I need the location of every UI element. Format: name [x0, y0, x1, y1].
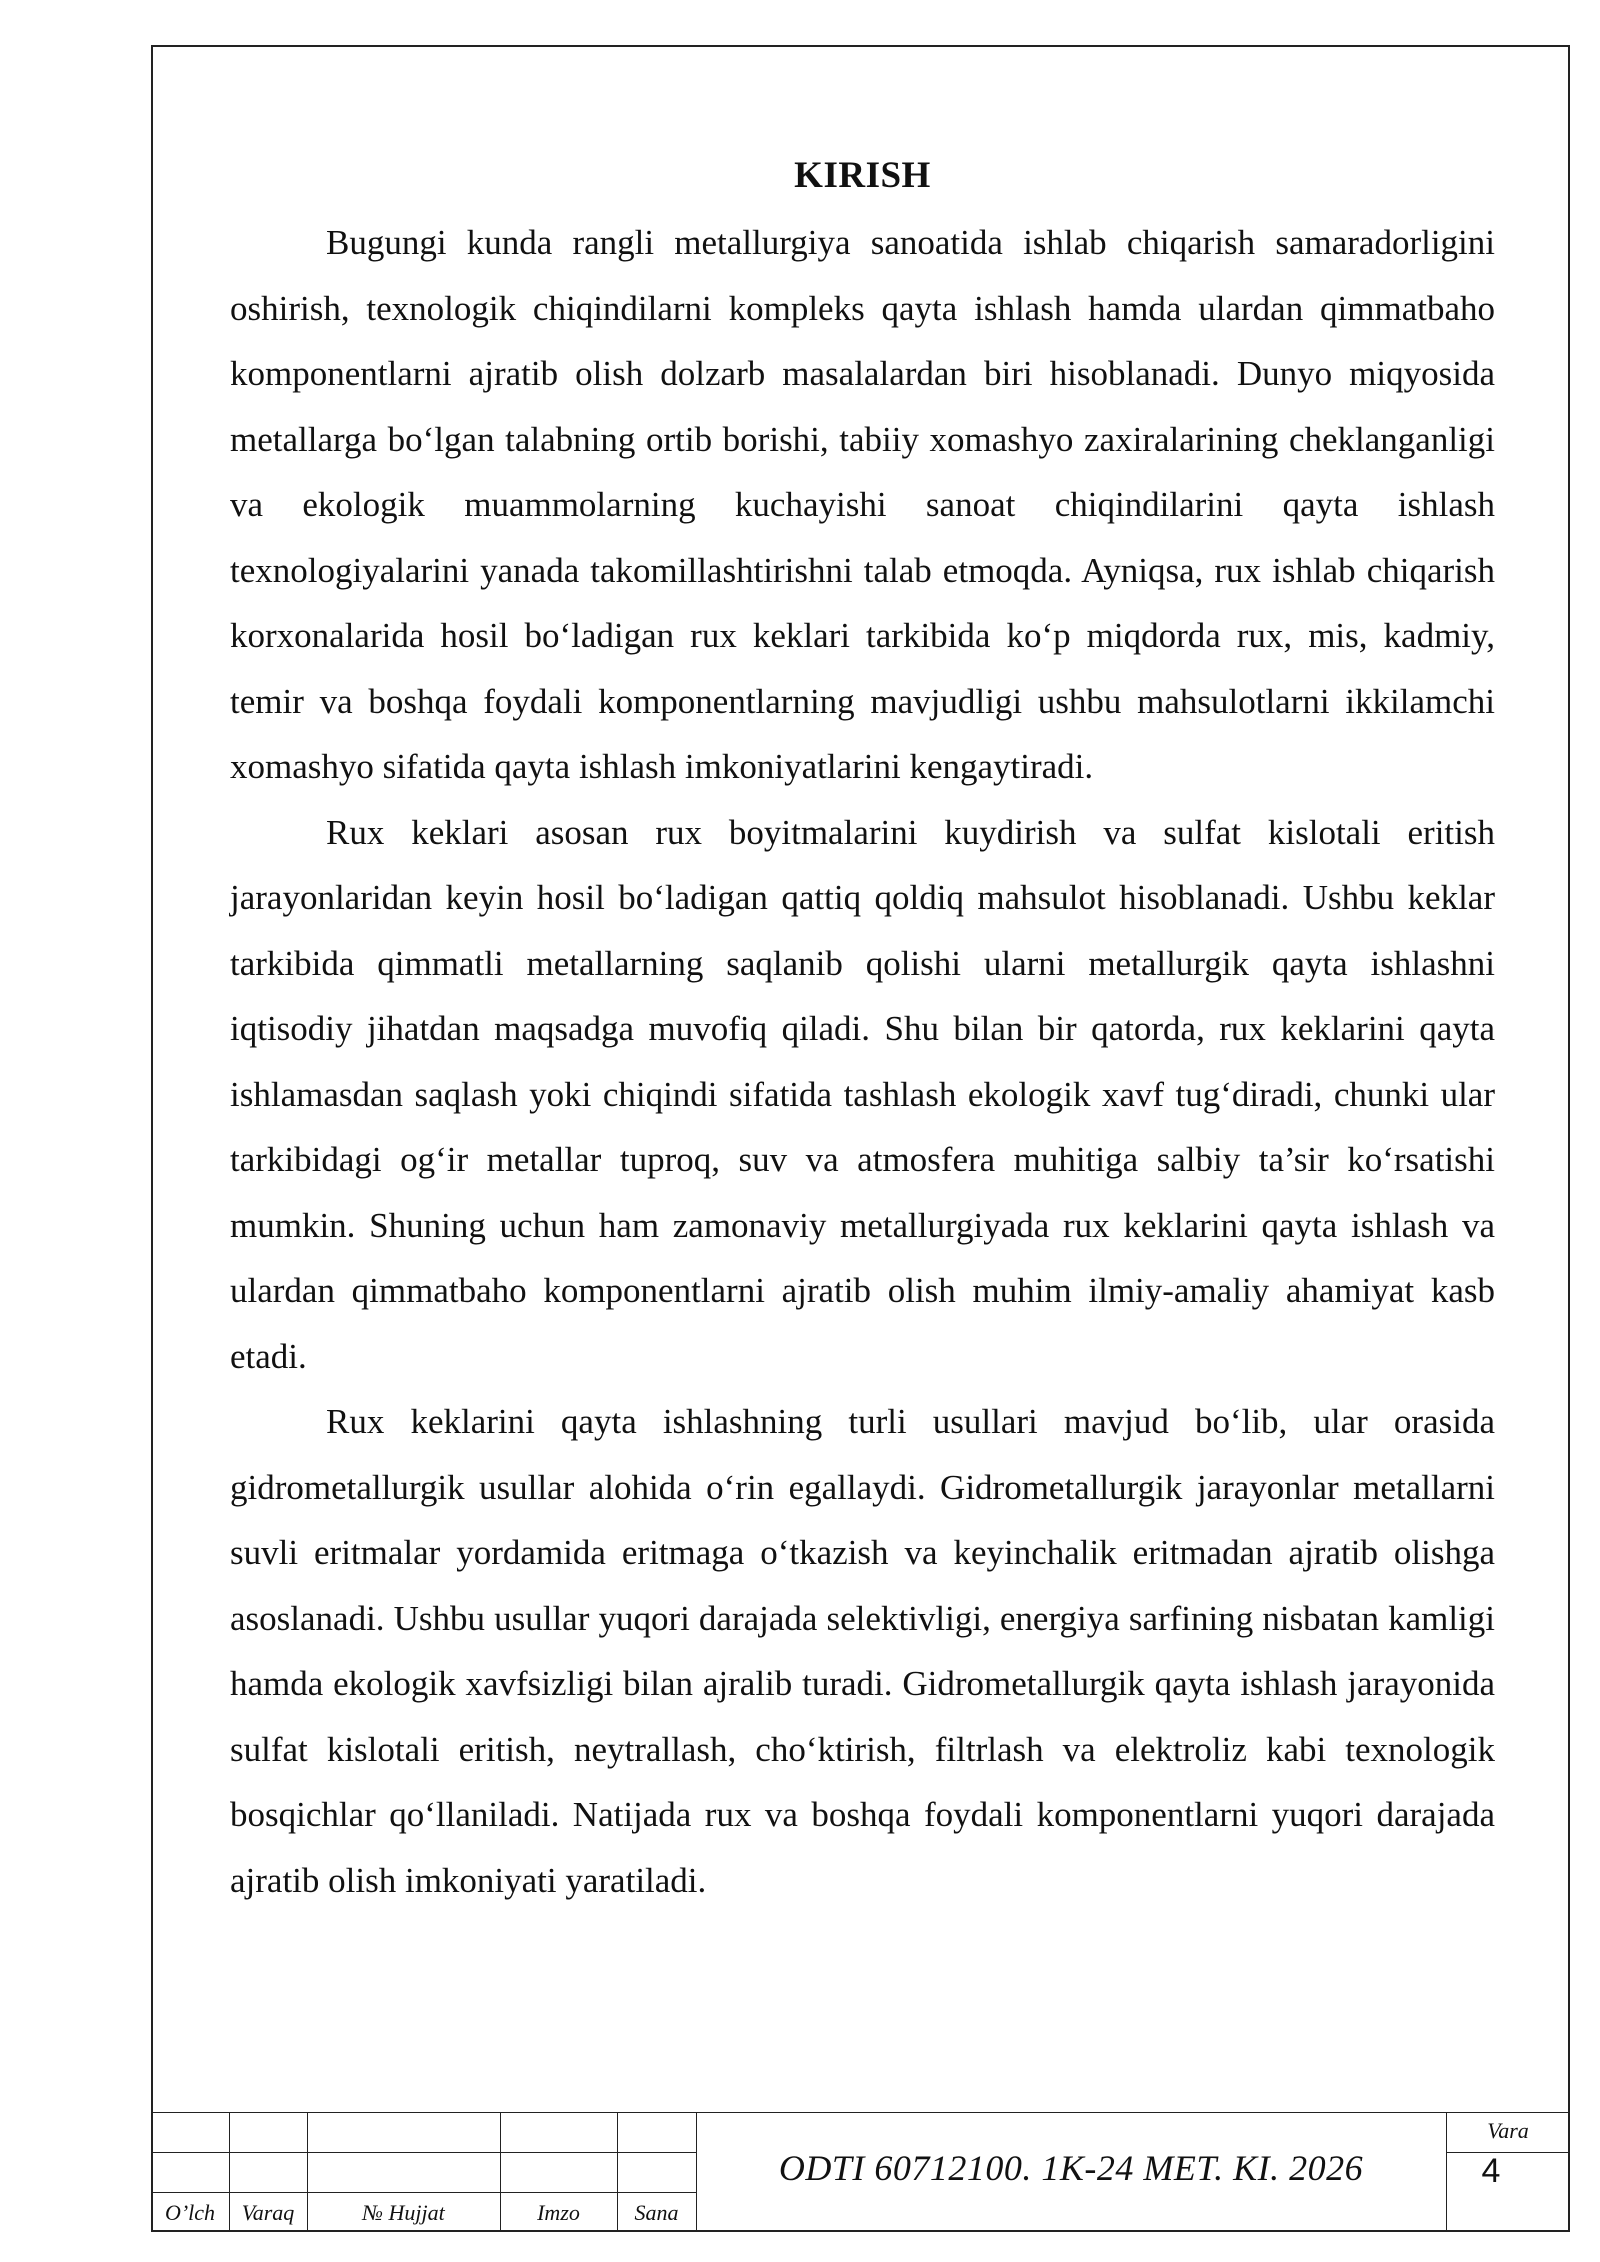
stamp-top-line — [151, 2112, 1570, 2113]
document-code: ODTI 60712100. 1K-24 MET. KI. 2026 — [778, 2148, 1364, 2188]
title-block — [151, 2112, 1570, 2232]
stamp-label-varaq: Varaq — [241, 2200, 295, 2225]
stamp-row-line-2 — [151, 2192, 696, 2193]
paragraph-3: Rux keklarini qayta ishlashning turli usullari mavjud bo‘lib, ular orasida gidrometallurgik usullar alohida o‘rin egallaydi. Gidrometallurgik jarayonlar metallarni suvli eritmalar yordamida eritmaga o‘tkazish va keyinchalik eritmadan ajratib olishga asoslanadi. Ushbu usullar yuqori darajada selektivligi, energiya sarfining nisbatan kamligi hamda ekologik xavfsizligi bilan ajralib turadi. Gidrometallurgik qayta ishlash jarayonida sulfat kislotali eritish, neytrallash, cho‘ktirish, filtrlash va elektroliz kabi texnologik bosqichlar qo‘llaniladi. Natijada rux va boshqa foydali komponentlarni yuqori darajada ajratib olish imkoniyati yaratiladi. — [230, 1402, 1495, 1900]
stamp-label-imzo: Imzo — [537, 2200, 580, 2225]
page-number: 4 — [1481, 2152, 1501, 2190]
paragraph-1: Bugungi kunda rangli metallurgiya sanoatida ishlab chiqarish samaradorligini oshirish, texnologik chiqindilarni kompleks qayta ishlash hamda ulardan qimmatbaho komponentlarni ajratib olish dolzarb masalalardan biri hisoblanadi. Dunyo miqyosida metallarga bo‘lgan talabning ortib borishi, tabiiy xomashyo zaxiralarining cheklanganligi va ekologik muammolarning kuchayishi sanoat chiqindilarini qayta ishlash texnologiyalarini yanada takomillashtirishni talab etmoqda. Ayniqsa, rux ishlab chiqarish korxonalarida hosil bo‘ladigan rux keklari tarkibida ko‘p miqdorda rux, mis, kadmiy, temir va boshqa foydali komponentlarning mavjudligi ushbu mahsulotlarni ikkilamchi xomashyo sifatida qayta ishlash imkoniyatlarini kengaytiradi. — [230, 223, 1495, 786]
stamp-label-olch: O’lch — [164, 2200, 216, 2225]
stamp-label-hujjat: № Hujjat — [362, 2200, 445, 2225]
document-body — [230, 150, 1495, 1913]
stamp-label-vara: Vara — [1487, 2118, 1529, 2143]
stamp-label-sana: Sana — [634, 2200, 679, 2225]
paragraph-2: Rux keklari asosan rux boyitmalarini kuydirish va sulfat kislotali eritish jarayonlaridan keyin hosil bo‘ladigan qattiq qoldiq mahsulot hisoblanadi. Ushbu keklar tarkibida qimmatli metallarning saqlanib qolishi ularni metallurgik qayta ishlashni iqtisodiy jihatdan maqsadga muvofiq qiladi. Shu bilan bir qatorda, rux keklarini qayta ishlamasdan saqlash yoki chiqindi sifatida tashlash ekologik xavf tug‘diradi, chunki ular tarkibidagi og‘ir metallar tuproq, suv va atmosfera muhitiga salbiy ta’sir ko‘rsatishi mumkin. Shuning uchun ham zamonaviy metallurgiyada rux keklarini qayta ishlash va ulardan qimmatbaho komponentlarni ajratib olish muhim ilmiy-amaliy ahamiyat kasb etadi. — [230, 812, 1495, 1376]
section-heading: KIRISH — [794, 155, 931, 196]
stamp-row-line-1 — [151, 2152, 696, 2153]
